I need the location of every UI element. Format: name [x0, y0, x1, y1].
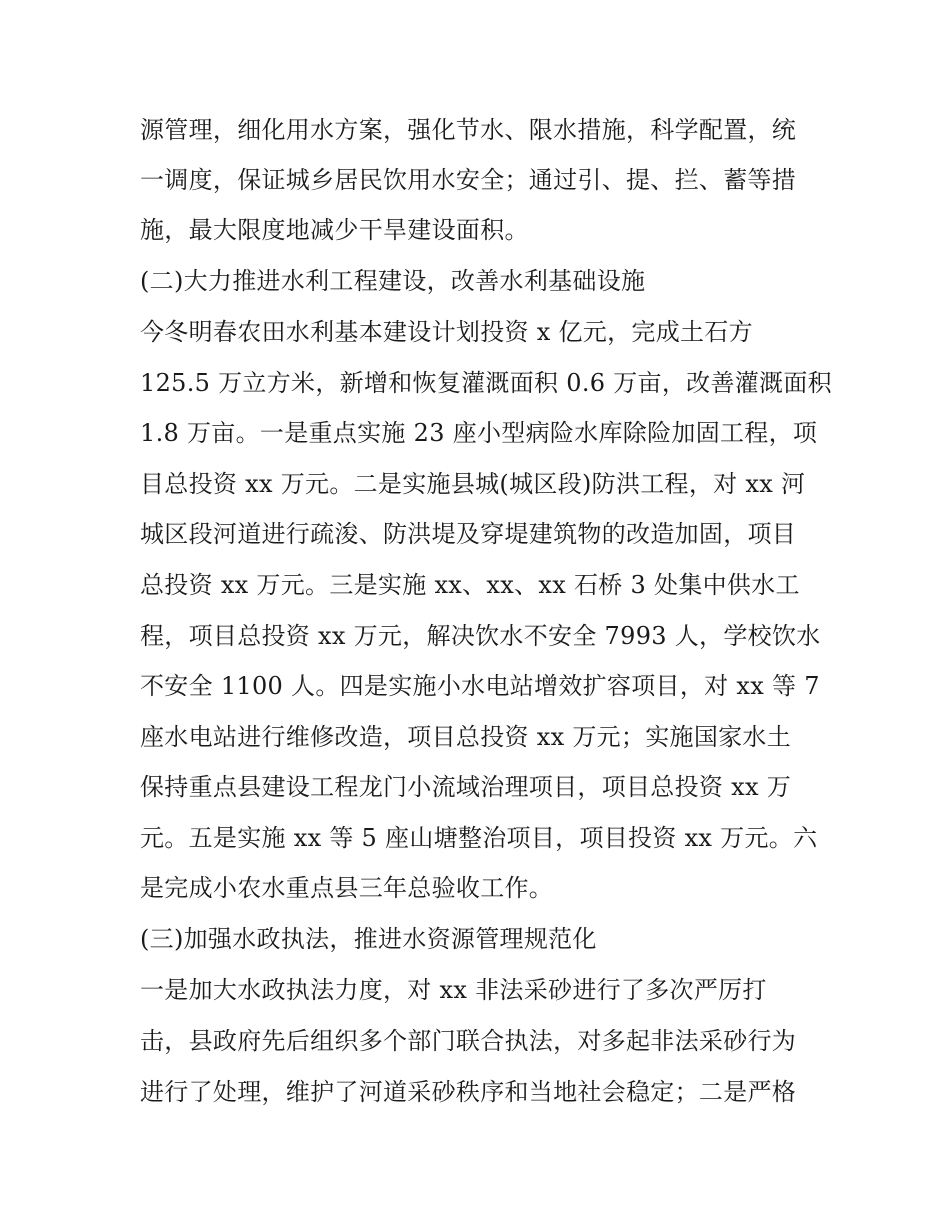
section-heading: (二)大力推进水利工程建设，改善水利基础设施: [140, 267, 646, 295]
text-line: 施，最大限度地减少干旱建设面积。: [140, 216, 529, 244]
text-line: 一是加大水政执法力度，对 xx 非法采砂进行了多次严厉打: [140, 976, 767, 1004]
text-line: 总投资 xx 万元。三是实施 xx、xx、xx 石桥 3 处集中供水工: [140, 571, 800, 599]
section-heading: (三)加强水政执法，推进水资源管理规范化: [140, 925, 597, 953]
text-line: 目总投资 xx 万元。二是实施县城(城区段)防洪工程，对 xx 河: [140, 470, 806, 498]
text-line: 击，县政府先后组织多个部门联合执法，对多起非法采砂行为: [140, 1027, 797, 1055]
text-line: 今冬明春农田水利基本建设计划投资 x 亿元，完成土石方: [140, 318, 753, 346]
text-line: 源管理，细化用水方案，强化节水、限水措施，科学配置，统: [140, 116, 797, 144]
text-line: 城区段河道进行疏浚、防洪堤及穿堤建筑物的改造加固，项目: [140, 520, 797, 548]
text-line: 程，项目总投资 xx 万元，解决饮水不安全 7993 人，学校饮水: [140, 622, 821, 650]
text-line: 元。五是实施 xx 等 5 座山塘整治项目，项目投资 xx 万元。六: [140, 824, 818, 852]
text-line: 保持重点县建设工程龙门小流域治理项目，项目总投资 xx 万: [140, 773, 792, 801]
text-line: 不安全 1100 人。四是实施小水电站增效扩容项目，对 xx 等 7: [140, 672, 820, 700]
text-line: 座水电站进行维修改造，项目总投资 xx 万元；实施国家水土: [140, 723, 792, 751]
text-line: 一调度，保证城乡居民饮用水安全；通过引、提、拦、蓄等措: [140, 166, 797, 194]
text-line: 1.8 万亩。一是重点实施 23 座小型病险水库除险加固工程，项: [140, 419, 818, 447]
text-line: 125.5 万立方米，新增和恢复灌溉面积 0.6 万亩，改善灌溉面积: [140, 369, 832, 397]
text-line: 是完成小农水重点县三年总验收工作。: [140, 874, 554, 902]
text-line: 进行了处理，维护了河道采砂秩序和当地社会稳定；二是严格: [140, 1078, 797, 1106]
